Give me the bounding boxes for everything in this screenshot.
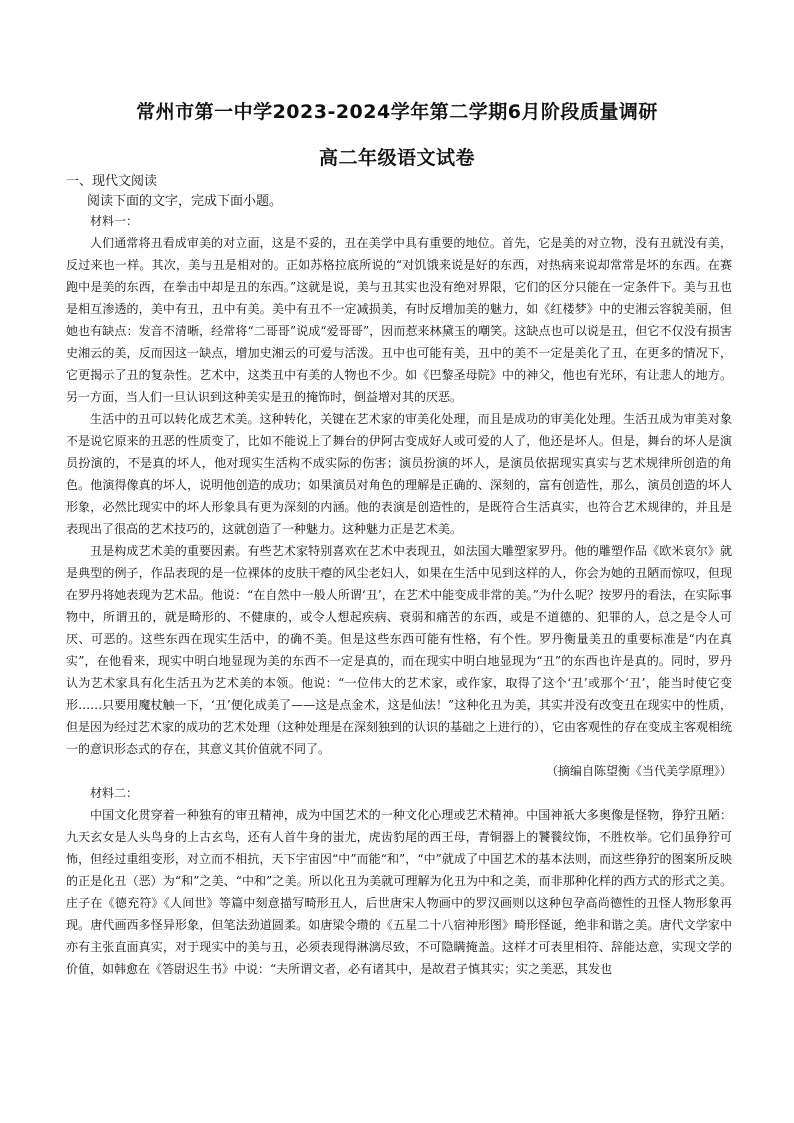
material-two-paragraph: 中国文化贯穿着一种独有的审丑精神，成为中国艺术的一种文化心理或艺术精神。中国神祇大多奥像是怪物，狰狞丑陋：九天玄女是人头鸟身的上古玄鸟，还有人首牛身的蚩尤，虎齿豹尾的西王母，青铜器上的饕餮纹饰，不胜枚举。它们虽狰狞可怖，但经过重组变形，对立而不相抗，天下宇宙因“中”而能“和”，“中”就成了中国艺术的基本法则，而这些狰狞的图案所反映的正是化丑（恶）为“和”之美、“中和”之美。所以化丑为美就可理解为化丑为中和之美，而非那种化样的西方式的形式之美。庄子在《德充符》《人间世》等篇中刻意描写畸形丑人，后世唐宋人物画中的罗汉画则以这种包孕高尚德性的丑怪人物形象再现。唐代画西多怪异形象，但笔法劲道圆柔。如唐梁令瓒的《五星二十八宿神形图》畸形怪诞，绝非和谐之美。唐代文学家中亦有主张直面真实，对于现实中的美与丑，必须表现得淋漓尽致，不可隐瞒掩盖。这样才可表里相符、辞能达意，实现文学的价值，如韩愈在《答尉迟生书》中说：“夫所谓文者，必有诸其中，是故君子慎其实；实之美恶，其发也 — [66, 808, 732, 976]
reading-instruction: 阅读下面的文字，完成下面小题。 — [87, 194, 283, 209]
material-one-label: 材料一： — [90, 214, 139, 228]
section-heading: 一、现代文阅读 — [66, 174, 158, 189]
material-one-paragraph: 丑是构成艺术美的重要因素。有些艺术家特别喜欢在艺术中表现丑，如法国大雕塑家罗丹。他的雕塑作品《欧米哀尔》就是典型的例子，作品表现的是一位裸体的皮肤干瘪的风尘老妇人，如果在生活中见到这样的人，你会为她的丑陋而惊叹，但现在罗丹将她表现为艺术品。他说：“在自然中一般人所谓‘丑’，在艺术中能变成非常的美。”为什么呢？按罗丹的看法，在实际事物中，所谓丑的，就是畸形的、不健康的，或令人想起疾病、衰弱和痛苦的东西，或是不道德的、犯罪的人，总之是令人可厌、可恶的。这些东西在现实生活中，的确不美。但是这些东西可能有性格，有个性。罗丹衡量美丑的重要标准是“内在真实”，在他看来，现实中明白地显现为美的东西不一定是真的，而在现实中明白地显现为“丑”的东西也许是真的。同时，罗丹认为艺术家具有化生活丑为艺术美的本领。他说：“一位伟大的艺术家，或作家，取得了这个‘丑’或那个‘丑’，能当时使它变形……只要用魔杖触一下，‘丑’便化成美了——这是点金术，这是仙法！”这种化丑为美，其实并没有改变丑在现实中的性质，但是因为经过艺术家的成功的艺术处理（这种处理是在深刻独到的认识的基础之上进行的），它由客观性的存在变成主客观相统一的意识形态式的存在，其意义其价值就不同了。 — [66, 544, 733, 756]
exam-subtitle: 高二年级语文试卷 — [318, 147, 475, 169]
material-one-source: （摘编自陈望衡《当代美学原理》） — [545, 764, 732, 778]
exam-title: 常州市第一中学2023-2024学年第二学期6月阶段质量调研 — [136, 101, 658, 123]
material-two-label: 材料二： — [90, 786, 139, 800]
material-one-paragraph: 生活中的丑可以转化成艺术美。这种转化，关键在艺术家的审美化处理，而且是成功的审美化处理。生活丑成为审美对象不是说它原来的丑恶的性质变了，比如不能说上了舞台的伊阿古变成好人或可爱的人了，他还是坏人。但是，舞台的坏人是演员扮演的，不是真的坏人，他对现实生活构不成实际的伤害；演员扮演的坏人，是演员依据现实真实与艺术规律所创造的角色。他演得像真的坏人，说明他创造的成功；如果演员对角色的理解是正确的、深刻的，富有创造性，那么，演员创造的坏人形象，必然比现实中的坏人形象具有更为深刻的内涵。他的表演是创造性的，是既符合生活真实，也符合艺术规律的，并且是表现出了很高的艺术技巧的，这就创造了一种魅力。这种魅力正是艺术美。 — [66, 412, 732, 536]
reading-text — [66, 210, 732, 980]
material-one-paragraph: 人们通常将丑看成审美的对立面，这是不妥的，丑在美学中具有重要的地位。首先，它是美的对立物，没有丑就没有美，反过来也一样。其次，美与丑是相对的。正如苏格拉底所说的“对饥饿来说是好的东西，对热病来说却常常是坏的东西。在赛跑中是美的东西，在拳击中却是丑的东西。”这就是说，美与丑其实也没有绝对界限，它们的区分只能在一定条件下。美与丑也是相互渗透的，美中有丑，丑中有美。美中有丑不一定减损美，有时反增加美的魅力，如《红楼梦》中的史湘云容貌美丽，但她也有缺点：发音不清晰，经常将“二哥哥”说成“爱哥哥”，因而惹来林黛玉的嘲笑。这缺点也可以说是丑，但它不仅没有损害史湘云的美，反而因这一缺点，增加史湘云的可爱与活泼。丑中也可能有美，丑中的美不一定是美化了丑，在更多的情况下，它更揭示了丑的复杂性。艺术中，这类丑中有美的人物也不少。如《巴黎圣母院》中的神父，他也有光环，有让悲人的地方。另一方面，当人们一旦认识到这种美实是丑的掩饰时，倒益增对其的厌恶。 — [66, 236, 732, 404]
